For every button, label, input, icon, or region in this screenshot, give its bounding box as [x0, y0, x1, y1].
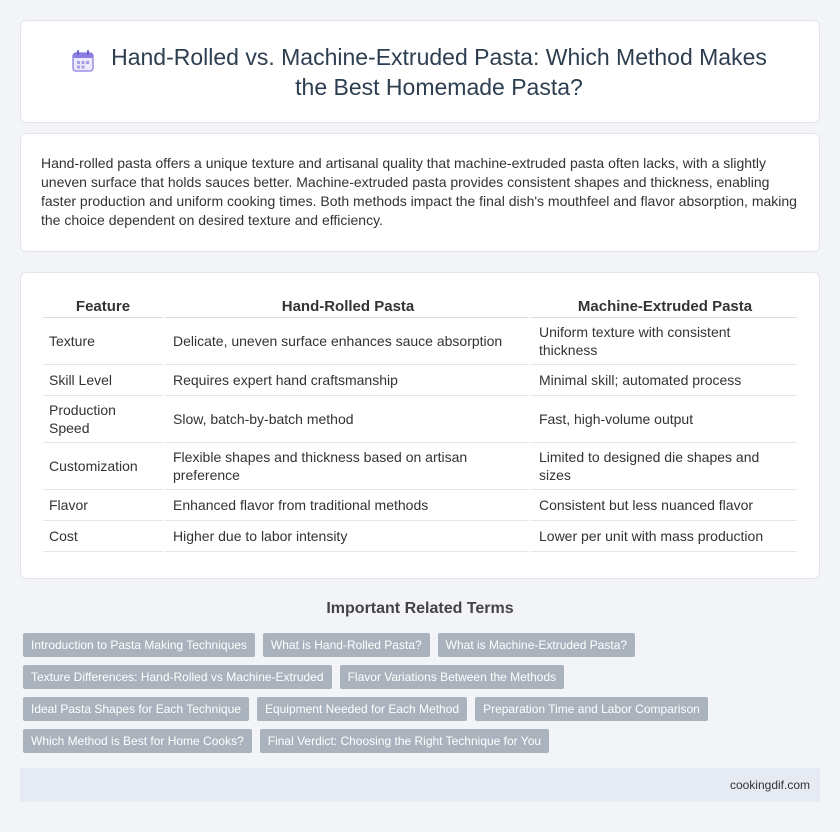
calendar-icon: [70, 48, 96, 74]
table-cell-feature: Cost: [43, 521, 163, 552]
page-title: Hand-Rolled vs. Machine-Extruded Pasta: Which Method Makes the Best Homemade Pasta?: [111, 43, 767, 100]
table-cell-machine-extruded: Limited to designed die shapes and sizes: [529, 443, 797, 490]
related-term-link[interactable]: What is Machine-Extruded Pasta?: [438, 633, 635, 657]
table-cell-hand-rolled: Enhanced flavor from traditional methods: [163, 490, 529, 521]
header-feature: Feature: [43, 293, 163, 318]
footer: [20, 768, 820, 802]
table-header-row: [43, 293, 797, 318]
table-row: [43, 490, 797, 521]
related-terms-heading: Important Related Terms: [326, 600, 514, 617]
related-term-link[interactable]: Which Method is Best for Home Cooks?: [23, 729, 252, 753]
related-term-link[interactable]: Final Verdict: Choosing the Right Technique for You: [260, 729, 549, 753]
related-term-link[interactable]: Introduction to Pasta Making Techniques: [23, 633, 255, 657]
table-cell-machine-extruded: Fast, high-volume output: [529, 396, 797, 443]
table-row: [43, 365, 797, 396]
table-row: [43, 396, 797, 443]
related-terms-list: [23, 633, 803, 761]
comparison-table: [43, 293, 797, 552]
footer-site-name[interactable]: cookingdif.com: [729, 778, 810, 792]
table-cell-feature: Production Speed: [43, 396, 163, 443]
related-term-link[interactable]: Flavor Variations Between the Methods: [340, 665, 565, 689]
table-cell-hand-rolled: Requires expert hand craftsmanship: [163, 365, 529, 396]
table-cell-machine-extruded: Lower per unit with mass production: [529, 521, 797, 552]
table-row: [43, 318, 797, 365]
related-term-link[interactable]: What is Hand-Rolled Pasta?: [263, 633, 430, 657]
table-row: [43, 521, 797, 552]
related-term-link[interactable]: Ideal Pasta Shapes for Each Technique: [23, 697, 249, 721]
table-cell-hand-rolled: Higher due to labor intensity: [163, 521, 529, 552]
table-cell-feature: Texture: [43, 318, 163, 365]
related-term-link[interactable]: Texture Differences: Hand-Rolled vs Machine-Extruded: [23, 665, 332, 689]
intro-text: Hand-rolled pasta offers a unique texture and artisanal quality that machine-extruded pasta often lacks, with a slightly uneven surface that holds sauces better. Machine-extruded pasta provides consistent shapes and thickness, enabling faster production and uniform cooking times. Both methods impact the final dish's mouthfeel and flavor absorption, making the choice dependent on desired texture and efficiency.: [41, 155, 797, 228]
comparison-table-card: [20, 272, 820, 579]
intro-card: [20, 133, 820, 252]
table-cell-machine-extruded: Minimal skill; automated process: [529, 365, 797, 396]
related-term-link[interactable]: Preparation Time and Labor Comparison: [475, 697, 708, 721]
table-cell-machine-extruded: Uniform texture with consistent thickness: [529, 318, 797, 365]
table-cell-feature: Customization: [43, 443, 163, 490]
header-machine-extruded: Machine-Extruded Pasta: [529, 293, 797, 318]
table-cell-hand-rolled: Flexible shapes and thickness based on artisan preference: [163, 443, 529, 490]
table-cell-feature: Skill Level: [43, 365, 163, 396]
table-cell-hand-rolled: Slow, batch-by-batch method: [163, 396, 529, 443]
title-card: [20, 20, 820, 123]
table-cell-feature: Flavor: [43, 490, 163, 521]
header-hand-rolled: Hand-Rolled Pasta: [163, 293, 529, 318]
related-term-link[interactable]: Equipment Needed for Each Method: [257, 697, 467, 721]
table-row: [43, 443, 797, 490]
table-cell-hand-rolled: Delicate, uneven surface enhances sauce absorption: [163, 318, 529, 365]
table-cell-machine-extruded: Consistent but less nuanced flavor: [529, 490, 797, 521]
